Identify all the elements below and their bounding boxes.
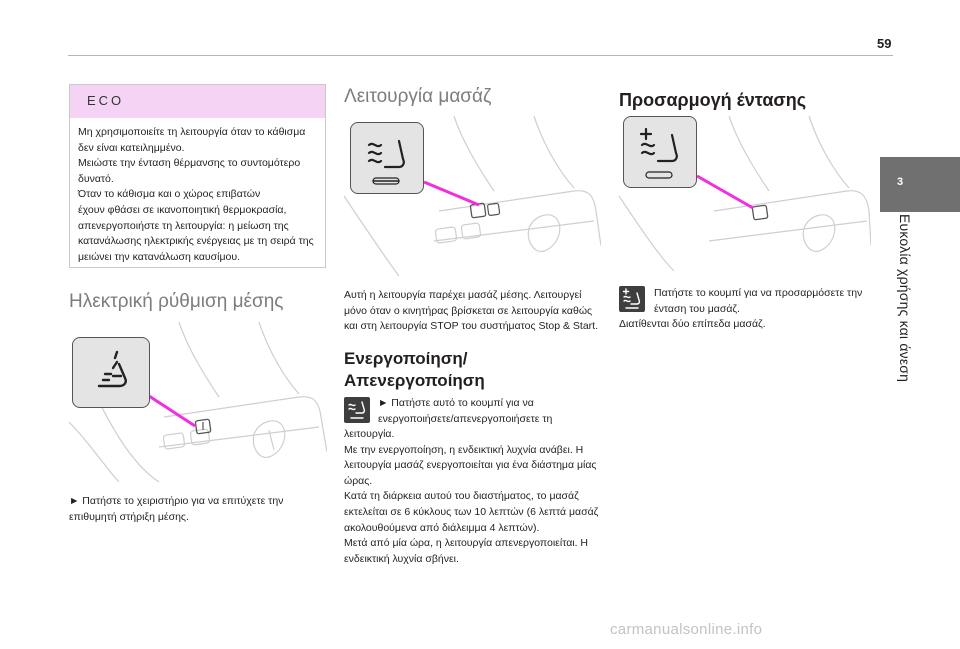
massage-intro-line: Αυτή η λειτουργία παρέχει μασάζ μέσης. Λειτουργεί [344, 289, 582, 301]
lumbar-line: επιθυμητή στήριξη μέσης. [69, 510, 189, 523]
activation-line: ώρας. [344, 474, 373, 487]
massage-button-icon [350, 122, 424, 194]
activation-heading-line2: Απενεργοποίηση [344, 371, 485, 390]
chapter-number: 3 [897, 176, 904, 188]
chapter-title: Ευκολία χρήσης και άνεση [897, 214, 913, 383]
eco-title: ECO [70, 85, 325, 118]
eco-line: δεν είναι κατειλημμένο. [78, 141, 185, 154]
massage-intro-text [344, 288, 598, 335]
intensity-heading: Προσαρμογή έντασης [619, 90, 807, 110]
massage-small-icon [344, 397, 370, 423]
massage-heading: Λειτουργία μασάζ [344, 86, 492, 107]
activation-line: εκτελείται σε 6 κύκλους των 10 λεπτών (6 λεπτά μασάζ [344, 505, 599, 518]
eco-line: έχουν φθάσει σε ικανοποιητική θερμοκρασία, [78, 203, 287, 216]
lumbar-heading: Ηλεκτρική ρύθμιση μέσης [69, 291, 284, 312]
intensity-small-icon [619, 286, 645, 312]
eco-line: Μειώστε την ένταση θέρμανσης το συντομότερο [78, 157, 301, 170]
activation-text [344, 427, 598, 567]
eco-text [70, 118, 325, 265]
page-number: 59 [877, 36, 892, 51]
eco-line: μειώνει την κατανάλωση καυσίμου. [78, 250, 241, 263]
activation-line: Μετά από μία ώρα, η λειτουργία απενεργοποιείται. Η [344, 537, 589, 550]
activation-line: ενεργοποιήσετε/απενεργοποιήσετε τη [378, 412, 553, 425]
activation-indent-text [378, 396, 552, 427]
intensity-line: Πατήστε το κουμπί για να προσαρμόσετε την [654, 287, 863, 299]
intensity-line: ένταση του μασάζ. [654, 302, 740, 315]
activation-line: Κατά τη διάρκεια αυτού του διαστήματος, το μασάζ [344, 490, 579, 503]
top-rule [68, 55, 893, 56]
lumbar-button-icon [72, 337, 150, 408]
lumbar-line: ► Πατήστε το χειριστήριο για να επιτύχετε την [69, 495, 284, 507]
chapter-tab [880, 157, 960, 212]
activation-line: λειτουργία μασάζ ενεργοποιείται για ένα διάστημα μίας [344, 459, 597, 472]
intensity-indent-text [654, 286, 862, 317]
eco-note-box [69, 84, 326, 268]
eco-line: δυνατό. [78, 172, 114, 185]
activation-line: Με την ενεργοποίηση, η ενδεικτική λυχνία ανάβει. Η [344, 443, 584, 456]
activation-line: λειτουργία. [344, 428, 395, 440]
massage-intro-line: και στη λειτουργία STOP του συστήματος Stop & Start. [344, 320, 598, 333]
activation-line: ► Πατήστε αυτό το κουμπί για να [378, 397, 534, 409]
activation-heading-line1: Ενεργοποίηση/ [344, 349, 468, 368]
activation-line: ενδεικτική λυχνία σβήνει. [344, 552, 459, 565]
watermark: carmanualsonline.info [610, 621, 763, 638]
intensity-line: Διατίθενται δύο επίπεδα μασάζ. [619, 318, 766, 330]
eco-line: Όταν το κάθισμα και ο χώρος επιβατών [78, 188, 261, 201]
eco-line: απενεργοποιήστε τη λειτουργία: η μείωση της [78, 219, 289, 232]
eco-line: Μη χρησιμοποιείτε τη λειτουργία όταν το κάθισμα [78, 126, 306, 138]
activation-line: ακολουθούμενα από διάλειμμα 4 λεπτών). [344, 521, 540, 534]
eco-line: κατανάλωσης ηλεκτρικής ενέργειας με τη σειρά της [78, 235, 314, 248]
intensity-button-icon [623, 116, 697, 188]
lumbar-text [69, 494, 283, 525]
massage-intro-line: μόνο όταν ο κινητήρας βρίσκεται σε λειτουργία καθώς [344, 304, 593, 317]
intensity-text [619, 317, 766, 333]
